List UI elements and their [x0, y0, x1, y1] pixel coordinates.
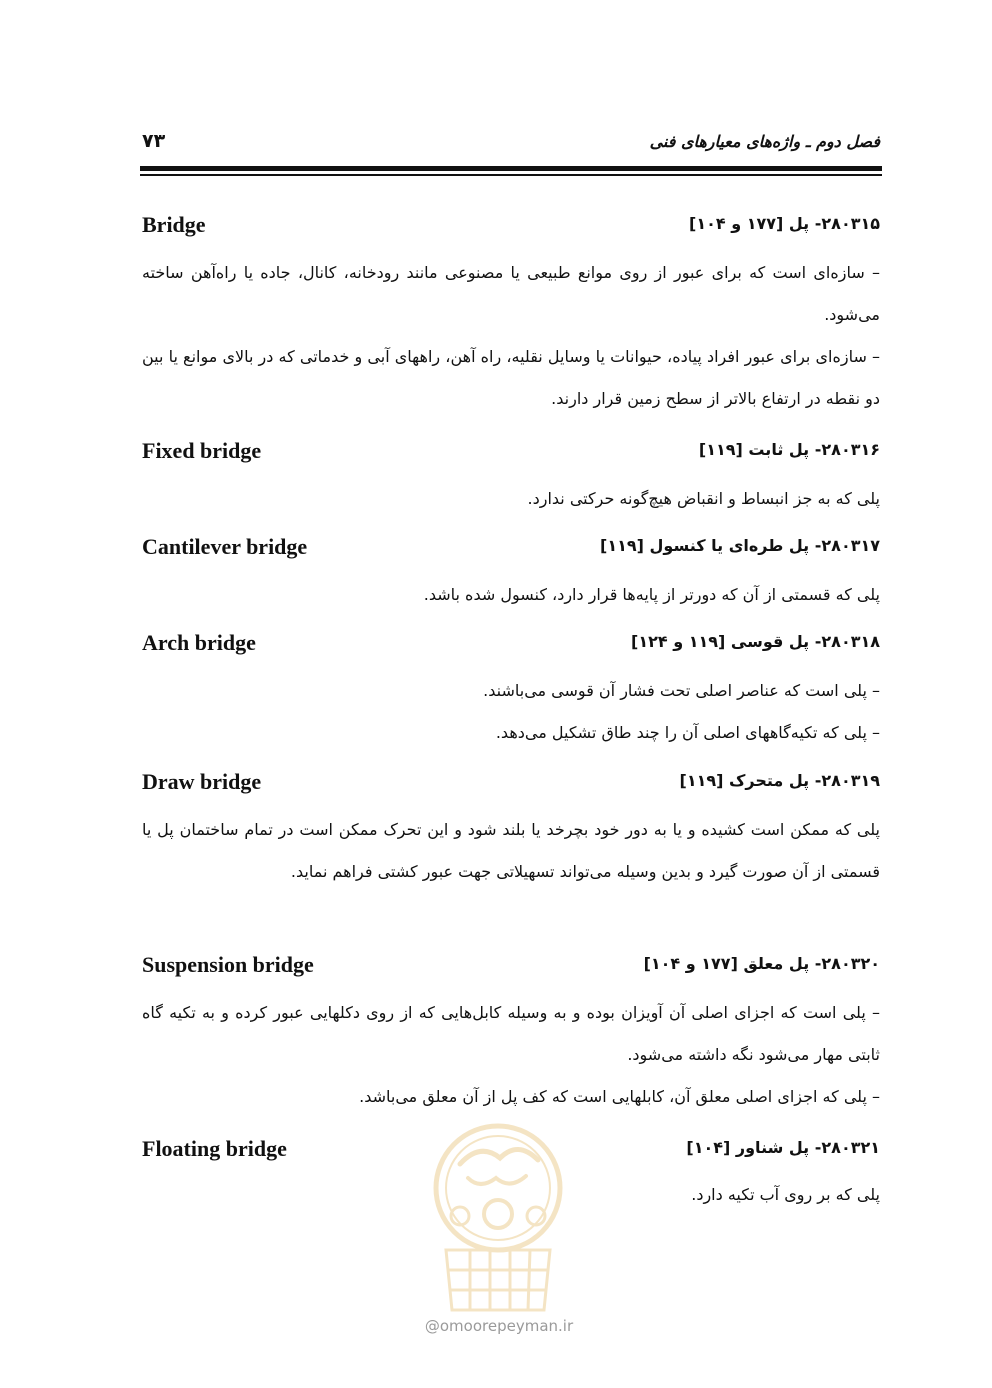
- english-term: Arch bridge: [142, 630, 256, 655]
- page-number: ۷۳: [142, 130, 166, 152]
- english-term: Suspension bridge: [142, 952, 314, 977]
- definition: – سازه‌ای است که برای عبور از روی موانع طبیعی یا مصنوعی مانند رودخانه، کانال، جاده یا راه‌آهن ساخته می‌شود.: [142, 263, 880, 324]
- header-rule-thin: [140, 174, 882, 176]
- definition: – پلی که تکیه‌گاههای اصلی آن را چند طاق تشکیل می‌دهد.: [495, 723, 880, 742]
- term-heading-row: [142, 952, 880, 984]
- definition: پلی که قسمتی از آن که دورتر از پایه‌ها قرار دارد، کنسول شده باشد.: [423, 585, 880, 604]
- persian-term-heading: ۲۸۰۳۱۸- پل قوسی [۱۱۹ و ۱۲۴]: [631, 632, 880, 651]
- persian-term-heading: ۲۸۰۳۱۷- پل طره‌ای یا کنسول [۱۱۹]: [600, 536, 880, 555]
- definitions: [142, 992, 880, 1118]
- definition: – پلی که اجزای اصلی معلق آن، کابلهایی است که کف پل از آن معلق می‌باشد.: [359, 1087, 880, 1106]
- definition: پلی که ممکن است کشیده و یا به دور خود بچرخد یا بلند شود و این تحرک ممکن است در تمام ساختمان پل یا قسمتی از آن صورت گیرد و بدین وسیله می‌تواند تسهیلاتی جهت عبور کشتی فراهم نماید.: [142, 820, 880, 881]
- definition: – پلی است که اجزای اصلی آن آویزان بوده و به وسیله کابل‌هایی که از روی دکلهایی عبور کرده و به تکیه گاه ثابتی مهار می‌شود نگه داشته می‌شود.: [142, 1003, 880, 1064]
- definition: – سازه‌ای برای عبور افراد پیاده، حیوانات یا وسایل نقلیه، راه آهن، راههای آبی و خدماتی که در بالای موانع یا بین دو نقطه در ارتفاع بالاتر از سطح زمین قرار دارند.: [142, 347, 880, 408]
- definition: – پلی است که عناصر اصلی تحت فشار آن قوسی می‌باشند.: [483, 681, 880, 700]
- persian-term-heading: ۲۸۰۳۱۵- پل [۱۷۷ و ۱۰۴]: [689, 214, 880, 233]
- watermark-logo: [398, 1118, 598, 1333]
- term-heading-row: [142, 212, 880, 244]
- english-term: Cantilever bridge: [142, 534, 308, 559]
- page-header: [142, 126, 880, 166]
- term-heading-row: [142, 438, 880, 470]
- persian-term-heading: ۲۸۰۳۲۱- پل شناور [۱۰۴]: [686, 1138, 880, 1157]
- persian-term-heading: ۲۸۰۳۱۶- پل ثابت [۱۱۹]: [698, 440, 880, 459]
- term-heading-row: [142, 630, 880, 662]
- definition: پلی که بر روی آب تکیه دارد.: [691, 1185, 880, 1204]
- chapter-title: فصل دوم ـ واژه‌های معیارهای فنی: [649, 132, 880, 151]
- english-term: Floating bridge: [142, 1136, 287, 1161]
- definitions: [142, 809, 880, 893]
- term-heading-row: [142, 534, 880, 566]
- definitions: [142, 478, 880, 520]
- definition: پلی که به جز انبساط و انقباض هیچ‌گونه حرکتی ندارد.: [527, 489, 880, 508]
- persian-term-heading: ۲۸۰۳۲۰- پل معلق [۱۷۷ و ۱۰۴]: [643, 954, 880, 973]
- definitions: [142, 670, 880, 754]
- definitions: [142, 252, 880, 420]
- watermark-handle: @omoorepeyman.ir: [424, 1317, 574, 1335]
- definitions: [142, 574, 880, 616]
- persian-term-heading: ۲۸۰۳۱۹- پل متحرک [۱۱۹]: [679, 771, 880, 790]
- term-heading-row: [142, 769, 880, 801]
- header-rule-thick: [140, 166, 882, 171]
- english-term: Bridge: [142, 212, 206, 237]
- english-term: Draw bridge: [142, 769, 262, 794]
- english-term: Fixed bridge: [142, 438, 262, 463]
